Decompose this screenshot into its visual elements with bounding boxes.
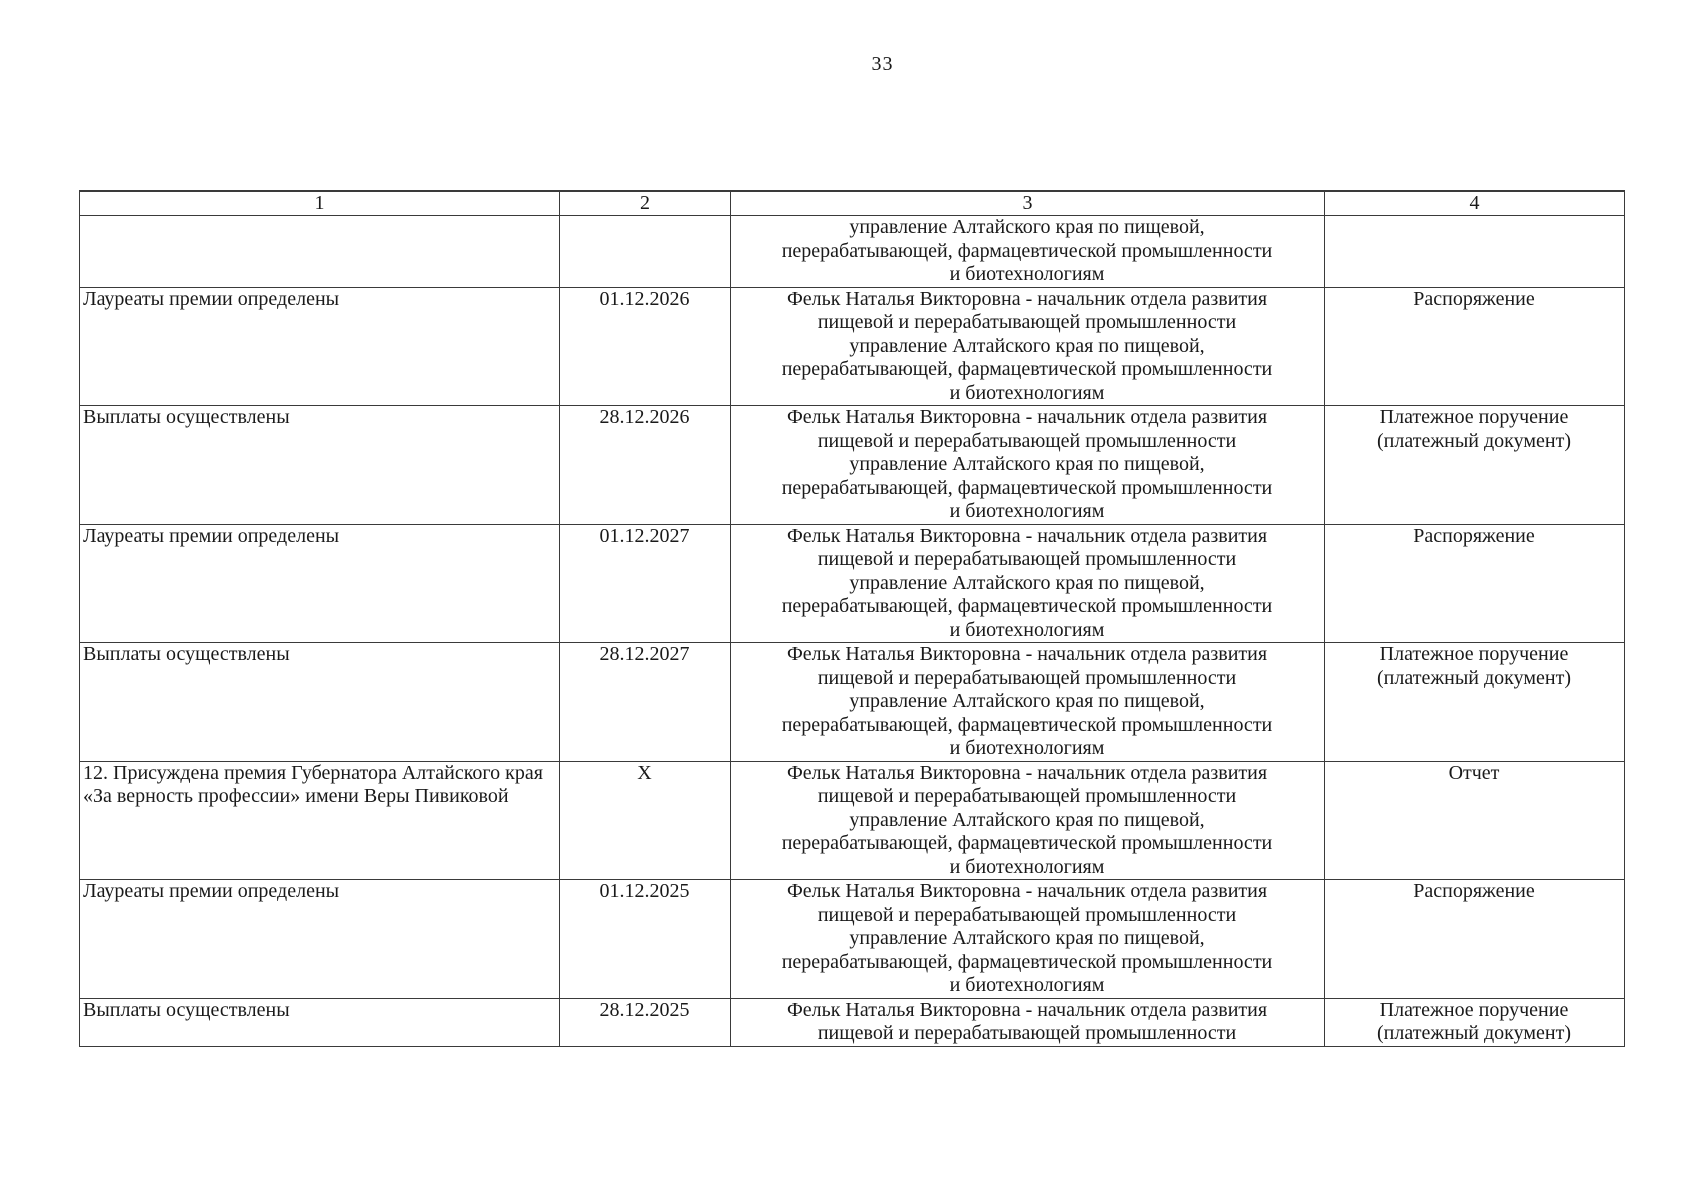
responsible-line: Фельк Наталья Викторовна - начальник отдела развития: [786, 880, 1268, 902]
responsible-line: перерабатывающей, фармацевтической промышленности: [781, 358, 1273, 380]
responsible-line: пищевой и перерабатывающей промышленности: [817, 311, 1237, 333]
responsible-line: перерабатывающей, фармацевтической промышленности: [781, 476, 1273, 499]
column-header-4: 4: [1325, 191, 1625, 216]
responsible-line: Фельк Наталья Викторовна - начальник отдела развития: [786, 287, 1268, 310]
responsible-cell: [731, 643, 1325, 762]
event-cell: Выплаты осуществлены: [80, 406, 560, 525]
responsible-line: пищевой и перерабатывающей промышленности: [817, 429, 1237, 452]
table-row-continued: [80, 216, 1625, 288]
responsible-line: управление Алтайского края по пищевой,: [849, 453, 1205, 475]
document-cell: Платежное поручение (платежный документ): [1325, 643, 1625, 762]
responsible-line: и биотехнологиям: [949, 737, 1105, 759]
responsible-line: Фельк Наталья Викторовна - начальник отдела развития: [786, 524, 1268, 547]
responsible-line: перерабатывающей, фармацевтической промышленности: [781, 950, 1273, 973]
table-row-last: [80, 998, 1625, 1046]
column-header-1: 1: [80, 191, 560, 216]
responsible-line: управление Алтайского края по пищевой,: [849, 216, 1205, 238]
responsible-line: Фельк Наталья Викторовна - начальник отдела развития: [786, 643, 1268, 665]
plan-table: [79, 190, 1625, 1047]
responsible-line: пищевой и перерабатывающей промышленности: [817, 903, 1237, 926]
responsible-line: пищевой и перерабатывающей промышленности: [817, 1022, 1237, 1044]
responsible-line: пищевой и перерабатывающей промышленности: [817, 666, 1237, 689]
responsible-line: и биотехнологиям: [949, 263, 1105, 285]
responsible-line: Фельк Наталья Викторовна - начальник отдела развития: [786, 406, 1268, 428]
table-row: [80, 761, 1625, 880]
table-row: [80, 287, 1625, 406]
responsible-line: и биотехнологиям: [949, 381, 1105, 404]
table-row: [80, 880, 1625, 999]
document-cell: Распоряжение: [1325, 880, 1625, 999]
responsible-cell: [731, 216, 1325, 288]
responsible-line: пищевой и перерабатывающей промышленности: [817, 548, 1237, 570]
responsible-line: перерабатывающей, фармацевтической промышленности: [781, 713, 1273, 736]
responsible-line: Фельк Наталья Викторовна - начальник отдела развития: [786, 761, 1268, 784]
date-cell: X: [560, 761, 731, 880]
event-cell: Выплаты осуществлены: [80, 998, 560, 1046]
document-cell: Платежное поручение (платежный документ): [1325, 406, 1625, 525]
date-cell: 01.12.2026: [560, 287, 731, 406]
column-header-3: 3: [731, 191, 1325, 216]
document-cell: Распоряжение: [1325, 287, 1625, 406]
responsible-line: перерабатывающей, фармацевтической промышленности: [781, 595, 1273, 617]
table-row: [80, 406, 1625, 525]
date-cell: 28.12.2025: [560, 998, 731, 1046]
responsible-line: и биотехнологиям: [949, 618, 1105, 641]
date-cell: [560, 216, 731, 288]
date-cell: 28.12.2026: [560, 406, 731, 525]
event-cell: [80, 216, 560, 288]
responsible-line: управление Алтайского края по пищевой,: [849, 334, 1205, 357]
responsible-line: Фельк Наталья Викторовна - начальник отдела развития: [786, 998, 1268, 1021]
responsible-line: управление Алтайского края по пищевой,: [849, 927, 1205, 949]
responsible-cell: [731, 761, 1325, 880]
responsible-line: и биотехнологиям: [949, 855, 1105, 878]
date-cell: 28.12.2027: [560, 643, 731, 762]
date-cell: 01.12.2027: [560, 524, 731, 643]
responsible-line: управление Алтайского края по пищевой,: [849, 808, 1205, 831]
event-cell: Лауреаты премии определены: [80, 287, 560, 406]
responsible-line: и биотехнологиям: [949, 974, 1105, 996]
column-header-2: 2: [560, 191, 731, 216]
header-row: [80, 191, 1625, 216]
responsible-cell: [731, 524, 1325, 643]
responsible-line: пищевой и перерабатывающей промышленности: [817, 785, 1237, 807]
event-cell: 12. Присуждена премия Губернатора Алтайского края «За верность профессии» имени Веры Пивиковой: [80, 761, 560, 880]
table-row: [80, 643, 1625, 762]
table-row: [80, 524, 1625, 643]
document-cell: [1325, 216, 1625, 288]
responsible-cell: [731, 880, 1325, 999]
page-number: 33: [871, 53, 894, 75]
event-cell: Выплаты осуществлены: [80, 643, 560, 762]
table-rows: [80, 287, 1625, 998]
document-cell: Отчет: [1325, 761, 1625, 880]
document-cell: Распоряжение: [1325, 524, 1625, 643]
responsible-line: управление Алтайского края по пищевой,: [849, 690, 1205, 712]
responsible-line: перерабатывающей, фармацевтической промышленности: [781, 832, 1273, 854]
event-cell: Лауреаты премии определены: [80, 524, 560, 643]
document-cell: Платежное поручение (платежный документ): [1325, 998, 1625, 1046]
event-cell: Лауреаты премии определены: [80, 880, 560, 999]
responsible-line: управление Алтайского края по пищевой,: [849, 571, 1205, 594]
responsible-cell: [731, 998, 1325, 1046]
responsible-cell: [731, 287, 1325, 406]
responsible-cell: [731, 406, 1325, 525]
responsible-line: и биотехнологиям: [949, 500, 1105, 522]
date-cell: 01.12.2025: [560, 880, 731, 999]
responsible-line: перерабатывающей, фармацевтической промышленности: [781, 239, 1273, 262]
